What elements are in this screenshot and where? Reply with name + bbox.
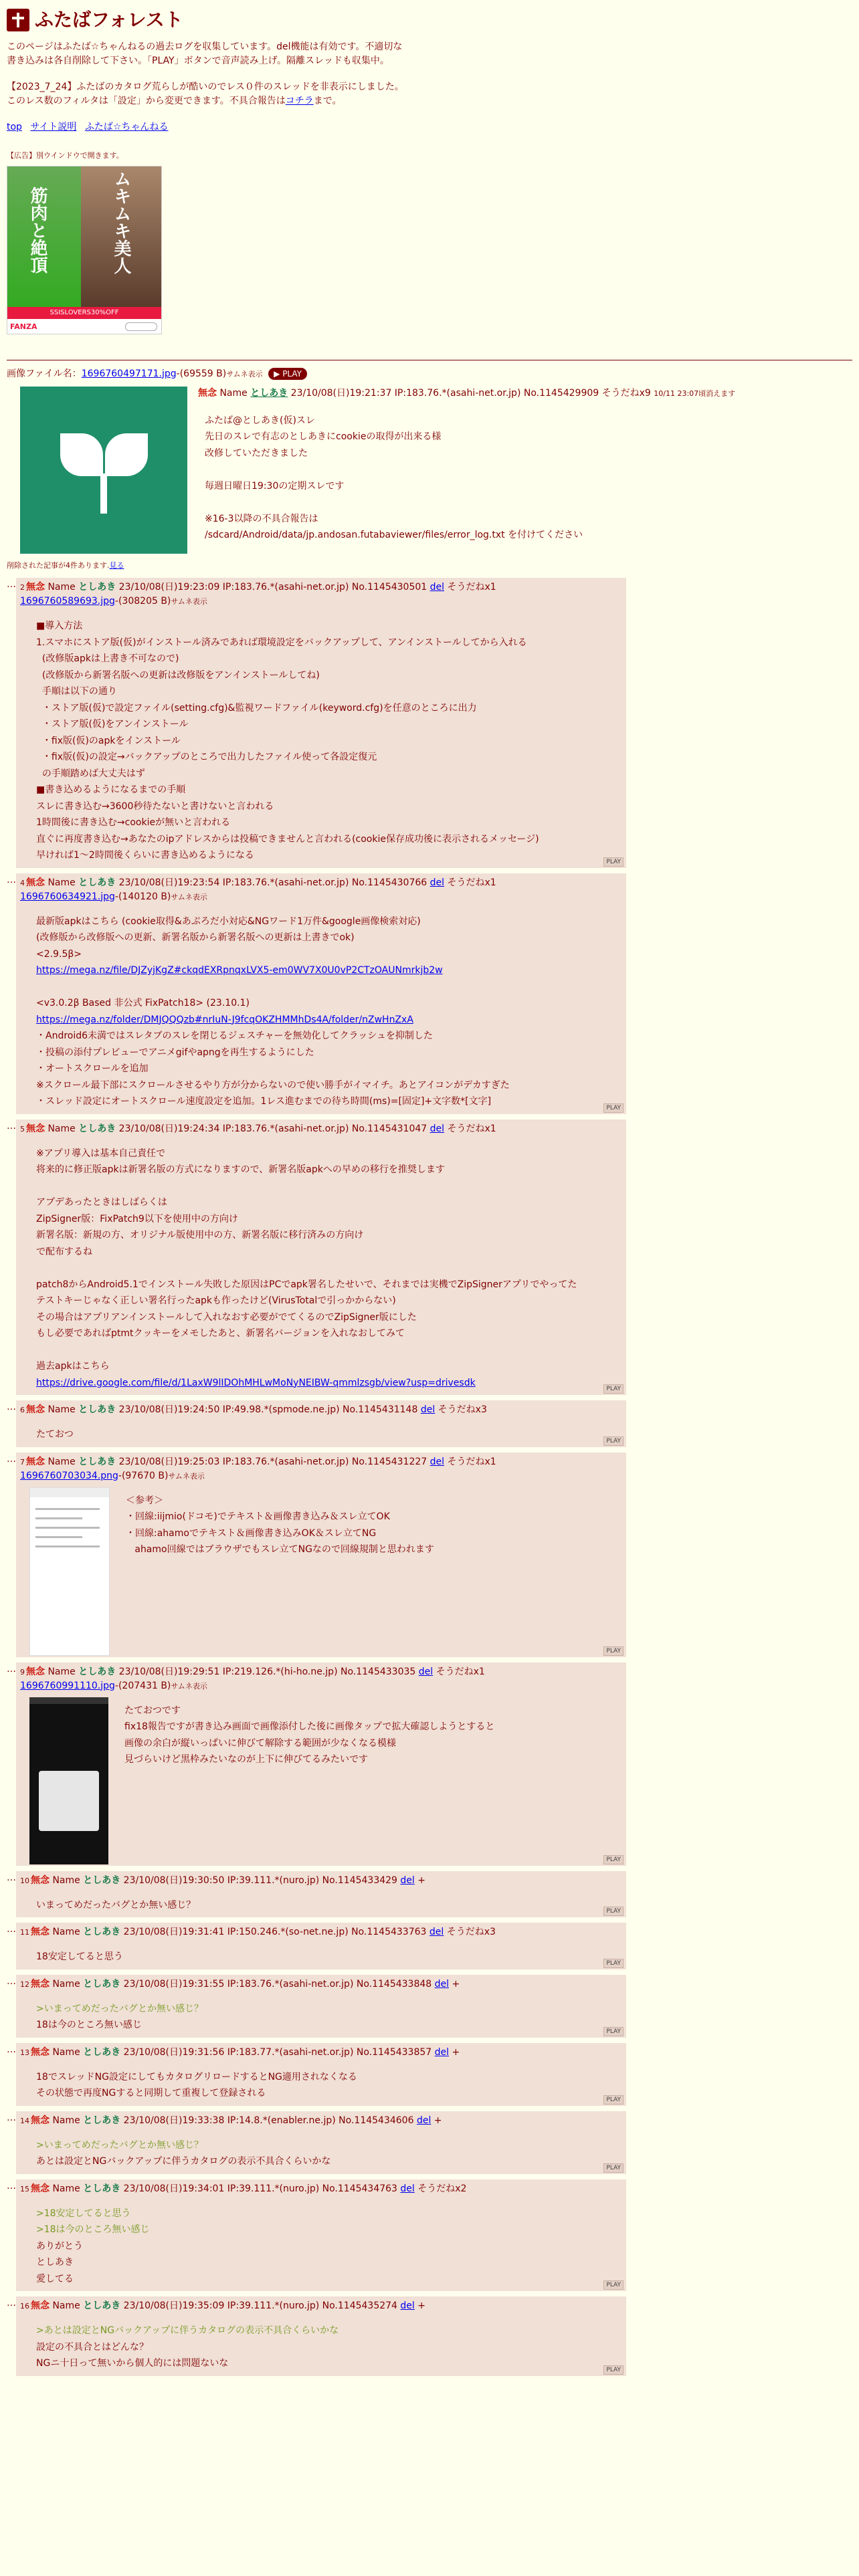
op-body: ふたば@としあき(仮)スレ 先日のスレで有志のとしあきにcookieの取得が出来る様 改修していただきました 毎週日曜日19:30の定期スレです ※16-3以降の不具合報告は /sdcard/Android/data/jp.andosan.futabaviewer/files/error_log.txt を付けてください [205, 415, 583, 540]
reply-cell [16, 2043, 626, 2106]
reply-body-line [36, 1012, 622, 1029]
reply-header [20, 1665, 622, 1679]
reply-quote: >18は今のところ無い感じ [36, 2224, 150, 2235]
reply-body-line [36, 2323, 622, 2339]
reply-marker: … [7, 2044, 16, 2055]
reply-body-line: 画像の余白が縦いっぱいに伸びて解除する範囲が少なくなる模様 [124, 1737, 396, 1749]
reply-cell [16, 1119, 626, 1396]
reply-body-line: テストキーじゃなく正しい署名行ったapkも作ったけど(VirusTotalで引っかからない) [36, 1295, 396, 1306]
reply-soudane[interactable]: そうだねx2 [417, 2183, 467, 2194]
reply-body-line: ・回線:ahamoでテキスト＆画像書き込みOK＆スレ立てNG [126, 1527, 377, 1539]
ad-brand: FANZA [10, 322, 37, 331]
reply-row [7, 1975, 852, 2038]
reply-cell [16, 1923, 626, 1969]
thread-thumbnail[interactable] [20, 387, 187, 554]
reply-quote: >18安定してると思う [36, 2208, 131, 2219]
reply-cell [16, 578, 626, 868]
reply-subject: 無念 [26, 1404, 45, 1415]
reply-soudane[interactable]: + [417, 2300, 425, 2311]
nav-futaba-link[interactable]: ふたば☆ちゃんねる [84, 122, 169, 132]
reply-url-link[interactable]: https://drive.google.com/file/d/1LaxW9lIDOhMHLwMoNyNEIBW-qmmlzsgb/view?usp=drivesdk [36, 1377, 476, 1388]
reply-file-link[interactable]: 1696760634921.jpg [20, 891, 115, 902]
reply-soudane[interactable]: + [417, 1874, 425, 1886]
reply-row [7, 1923, 852, 1969]
reply-body-line: 18は今のところ無い感じ [36, 2020, 142, 2030]
reply-del-link[interactable]: del [416, 2115, 432, 2126]
reply-cell [16, 1453, 626, 1657]
reply-url-link[interactable]: https://mega.nz/folder/DMJQQQzb#nrIuN-J9fcqOKZHMMhDs4A/folder/nZwHnZxA [36, 1014, 413, 1025]
reply-cell [16, 1975, 626, 2038]
reply-number: 4 [20, 878, 25, 887]
reply-body-line: ・ストア版(仮)をアンインストール [36, 719, 189, 730]
reply-name-label: Name [47, 1123, 76, 1134]
reply-header [20, 580, 622, 595]
reply-name-label: Name [47, 877, 76, 888]
reply-body-line: (改修版apkは上書き不可なので) [36, 653, 179, 664]
reply-body-line: 直ぐに再度書き込む→あなたのipアドレスからは投稿できませんと言われる(cookie保存成功後に表示されるメッセージ) [36, 833, 539, 845]
top-nav [7, 120, 852, 134]
reply-soudane[interactable]: そうだねx3 [438, 1404, 487, 1415]
reply-del-link[interactable]: del [430, 1123, 445, 1134]
reply-body-line: その場合はアプリアンインストールして入れなおす必要がでてくるのでZipSigner版にした [36, 1311, 417, 1323]
reply-body-line: あとは設定とNGバックアップに伴うカタログの表示不具合くらいかな [36, 2156, 331, 2167]
reply-file-size: -(97670 B) [118, 1470, 169, 1481]
reply-number: 11 [20, 1928, 29, 1937]
reply-header [20, 1455, 622, 1469]
reply-body [36, 1146, 622, 1392]
reply-row [7, 1453, 852, 1657]
reply-body-line: ■導入方法 [36, 621, 83, 631]
reply-body-line: ・fix版(仮)のapkをインストール [36, 735, 181, 746]
reply-name-label: Name [52, 2300, 80, 2311]
reply-header [20, 1403, 622, 1417]
reply-play-button[interactable]: PLAY [603, 2163, 624, 2173]
reply-body-line: ・ストア版(仮)で設定ファイル(setting.cfg)&監視ワードファイル(keyword.cfg)を任意のところに出力 [36, 702, 477, 714]
reply-row [7, 1662, 852, 1866]
reply-body-line: 手順は以下の通り [36, 686, 117, 697]
reply-file-line [20, 890, 622, 904]
reply-meta: 23/10/08(日)19:31:55 IP:183.76.*(asahi-net.or.jp) No.1145433848 [123, 1978, 432, 1990]
ad-text-left: 筋肉と絶頂 [27, 186, 47, 274]
reply-body-line: スレに書き込む→3600秒待たないと書けないと言われる [36, 800, 274, 812]
op-name[interactable]: としあき [250, 387, 288, 399]
ad-band: SSISLOVERS30%OFF [7, 307, 161, 319]
reply-body-line: ・fix版(仮)の設定→バックアップのところで出力したファイル使って各設定復元 [36, 752, 377, 762]
reply-body-line: ※アプリ導入は基本自己責任で [36, 1148, 166, 1159]
reply-list [7, 578, 852, 2376]
reply-meta: 23/10/08(日)19:25:03 IP:183.76.*(asahi-net.or.jp) No.1145431227 [118, 1456, 427, 1467]
reply-meta: 23/10/08(日)19:34:01 IP:39.111.*(nuro.jp) No.1145434763 [123, 2183, 397, 2194]
reply-header [20, 1122, 622, 1136]
reply-meta: 23/10/08(日)19:31:56 IP:183.77.*(asahi-net.or.jp) No.1145433857 [123, 2046, 432, 2058]
reply-body-line: ＜参考＞ [126, 1495, 163, 1506]
reply-subject: 無念 [31, 2046, 50, 2058]
reply-play-button[interactable]: PLAY [603, 1907, 624, 1916]
reply-name-label: Name [52, 1978, 80, 1990]
reply-subject: 無念 [31, 1927, 50, 1937]
reply-subject: 無念 [31, 1874, 50, 1886]
reply-cell [16, 1400, 626, 1447]
reply-header [20, 2114, 622, 2128]
reply-body-line: ※スクロール最下部にスクロールさせるやり方が分からないので使い勝手がイマイチ。あとアイコンがデカすぎた [36, 1079, 510, 1091]
reply-meta: 23/10/08(日)19:23:09 IP:183.76.*(asahi-net.or.jp) No.1145430501 [118, 582, 427, 593]
reply-number: 10 [20, 1876, 29, 1885]
reply-marker: … [7, 2298, 16, 2309]
reply-file-size: -(308205 B) [114, 596, 171, 607]
reply-body-line: 最新版apkはこちら (cookie取得&あぷろだ小対応&NGワード1万件&google画像検索対応) [36, 916, 421, 927]
reply-play-button[interactable]: PLAY [603, 1855, 624, 1864]
reply-body-line: 愛してる [36, 2273, 74, 2284]
reply-body-line: ありがとう [36, 2240, 83, 2252]
reply-name-label: Name [47, 1404, 76, 1415]
reply-marker: … [7, 579, 16, 590]
reply-cell [16, 2179, 626, 2292]
reply-del-link[interactable]: del [430, 877, 445, 888]
reply-name-label: Name [47, 1666, 76, 1677]
intro-paragraph-2: 【2023_7_24】ふたばのカタログ荒らしが酷いのでレス０件のスレッドを非表示にしました。このレス数のフィルタは「設定」から変更できます。不具合報告はコチラまで。 [7, 82, 404, 106]
reply-body-line [36, 2137, 622, 2154]
reply-name-label: Name [52, 1927, 80, 1937]
reply-play-button[interactable]: PLAY [603, 857, 624, 867]
reply-soudane[interactable]: + [452, 2046, 460, 2058]
reply-marker: … [7, 2112, 16, 2123]
reply-body [124, 1703, 494, 1862]
reply-header [20, 2046, 622, 2060]
reply-soudane[interactable]: そうだねx1 [447, 582, 496, 593]
thread-image-link[interactable]: 1696760497171.jpg [81, 368, 177, 379]
reply-del-link[interactable]: del [429, 1927, 444, 1937]
reply-body-line [36, 1375, 622, 1392]
reply-body-line: ・投稿の添付プレビューでアニメgifやapngを再生するようにした [36, 1047, 314, 1058]
reply-subject: 無念 [26, 1123, 45, 1134]
reply-row [7, 2111, 852, 2174]
thread-play-button[interactable]: ▶ PLAY [268, 368, 307, 380]
reply-meta: 23/10/08(日)19:33:38 IP:14.8.*(enabler.ne.jp) No.1145434606 [123, 2115, 414, 2126]
reply-del-link[interactable]: del [420, 1404, 436, 1415]
reply-number: 6 [20, 1406, 25, 1414]
reply-quote: >いまってめだったバグとか無い感じ？ [36, 2003, 204, 2014]
reply-body [126, 1493, 434, 1653]
reply-row [7, 2043, 852, 2106]
reply-number: 14 [20, 2116, 29, 2125]
reply-file-line [20, 595, 622, 609]
reply-body-line: 1時間後に書き込む→cookieが無いと言われる [36, 817, 231, 828]
reply-body-line [36, 2222, 622, 2238]
reply-body-line: いまってめだったバグとか無い感じ？ [36, 1899, 196, 1911]
reply-body-line [36, 962, 622, 979]
nav-top-link[interactable]: top [7, 122, 22, 132]
reply-body-line: としあき [36, 2257, 74, 2268]
reply-body-line: ・オートスクロールを追加 [36, 1063, 149, 1074]
reply-number: 7 [20, 1457, 25, 1467]
reply-body-line: (改修版から改修版への更新、新署名版から新署名版への更新は上書きでok) [36, 932, 355, 943]
reply-body [36, 2323, 622, 2372]
reply-name-label: Name [47, 1456, 76, 1467]
reply-number: 9 [20, 1667, 25, 1677]
reply-body-line: patch8からAndroid5.1でインストール失敗した原因はPCでapk署名したせいで、それまでは実機でZipSignerアプリでやってた [36, 1279, 577, 1290]
reply-marker: … [7, 1120, 16, 1132]
reply-play-button[interactable]: PLAY [603, 2027, 624, 2036]
site-logo-icon [7, 9, 29, 31]
reply-header [20, 1925, 622, 1939]
reply-subject: 無念 [26, 1666, 45, 1677]
reply-subject: 無念 [26, 582, 45, 593]
reply-meta: 23/10/08(日)19:35:09 IP:39.111.*(nuro.jp) No.1145435274 [123, 2300, 397, 2311]
reply-body [36, 2206, 622, 2288]
reply-marker: … [7, 2180, 16, 2191]
reply-marker: … [7, 1872, 16, 1883]
reply-body [36, 1949, 622, 1965]
reply-file-line [20, 1469, 622, 1483]
op-header: 無念 Name としあき 23/10/08(日)19:21:37 IP:183.76.*(asahi-net.or.jp) No.1145429909 そうだねx9 10/11 23:07頃消えます [198, 387, 736, 399]
show-deleted-link[interactable]: 見る [109, 560, 124, 570]
reply-cell [16, 1871, 626, 1918]
reply-name-label: Name [47, 582, 76, 593]
ad-pager-icon[interactable] [125, 322, 157, 331]
reply-name: としあき [83, 2046, 121, 2058]
reply-body-line: (改修版から新署名版への更新は改修版をアンインストールしてね) [36, 669, 320, 681]
reply-cell [16, 1662, 626, 1866]
reply-name: としあき [78, 1123, 116, 1134]
reply-body-line: 18安定してると思う [36, 1951, 123, 1962]
reply-soudane[interactable]: そうだねx1 [436, 1666, 485, 1677]
reply-number: 13 [20, 2048, 29, 2057]
reply-del-link[interactable]: del [430, 582, 445, 593]
site-header [7, 5, 852, 35]
reply-play-button[interactable]: PLAY [603, 2095, 624, 2105]
reply-name: としあき [83, 2183, 121, 2194]
reply-body-line: 過去apkはこちら [36, 1361, 110, 1372]
reply-name: としあき [78, 1456, 116, 1467]
reply-play-button[interactable]: PLAY [603, 1646, 624, 1656]
reply-header [20, 1874, 622, 1888]
reply-name: としあき [78, 877, 116, 888]
reply-subject: 無念 [26, 1456, 45, 1467]
reply-body-line [36, 1178, 622, 1195]
reply-body [36, 2069, 622, 2102]
reply-play-button[interactable]: PLAY [603, 2365, 624, 2375]
reply-marker: … [7, 1975, 16, 1987]
reply-soudane[interactable]: そうだねx1 [447, 877, 496, 888]
reply-body-line: fix18報告ですが書き込み画面で画像添付した後に画像タップで拡大確認しようとすると [124, 1721, 495, 1732]
reply-number: 15 [20, 2184, 29, 2193]
op-soudane[interactable]: そうだねx9 [601, 387, 651, 399]
reply-meta: 23/10/08(日)19:24:50 IP:49.98.*(spmode.ne.jp) No.1145431148 [118, 1404, 418, 1415]
reply-body-line: たておつ [36, 1429, 74, 1440]
reply-meta: 23/10/08(日)19:29:51 IP:219.126.*(hi-ho.ne.jp) No.1145433035 [118, 1666, 416, 1677]
reply-body-line: 設定の不具合とはどんな？ [36, 2341, 149, 2353]
reply-body [36, 1426, 622, 1443]
site-title: ふたばフォレスト [35, 9, 183, 31]
reply-number: 5 [20, 1124, 25, 1134]
reply-number: 12 [20, 1979, 29, 1989]
reply-file-link[interactable]: 1696760589693.jpg [20, 596, 115, 607]
reply-file-link[interactable]: 1696760991110.jpg [20, 1680, 115, 1691]
reply-body-line: ・Android6未満ではスレタブのスレを閉じるジェスチャーを無効化してクラッシュを抑制した [36, 1031, 433, 1041]
reply-header [20, 2299, 622, 2313]
reply-del-link[interactable]: del [434, 1978, 450, 1990]
reply-header [20, 2182, 622, 2196]
reply-url-link[interactable]: https://mega.nz/file/DJZyjKgZ#ckqdEXRpnqxLVX5-em0WV7X0U0vP2CTzOAUNmrkjb2w [36, 965, 443, 976]
ad-text-right: ムキムキ美人 [111, 169, 131, 274]
reply-row [7, 1119, 852, 1396]
reply-subject: 無念 [31, 2115, 50, 2126]
reply-body-line: その状態で再度NGすると同期して重複して登録される [36, 2088, 266, 2099]
reply-header [20, 1977, 622, 1992]
reply-body-line: ahamo回線ではブラウザでもスレ立てNGなので回線規制と思われます [126, 1544, 434, 1555]
reply-subject: 無念 [31, 1978, 50, 1990]
reply-soudane[interactable]: + [452, 1978, 460, 1990]
reply-soudane[interactable]: + [434, 2115, 442, 2126]
reply-meta: 23/10/08(日)19:24:34 IP:183.76.*(asahi-net.or.jp) No.1145431047 [118, 1123, 427, 1134]
reply-body-line: 新署名版：新規の方、オリジナル版使用中の方、新署名版に移行済みの方向け [36, 1230, 364, 1241]
reply-marker: … [7, 874, 16, 885]
reply-body-line: たておつです [124, 1705, 181, 1716]
reply-body-line: で配布するね [36, 1246, 92, 1257]
reply-play-button[interactable]: PLAY [603, 1384, 624, 1394]
reply-meta: 23/10/08(日)19:23:54 IP:183.76.*(asahi-net.or.jp) No.1145430766 [118, 877, 427, 888]
site-intro [7, 40, 408, 108]
reply-play-button[interactable]: PLAY [603, 2280, 624, 2290]
reply-body [36, 1897, 622, 1914]
reply-marker: … [7, 1663, 16, 1675]
reply-quote: >あとは設定とNGバックアップに伴うカタログの表示不具合くらいかな [36, 2325, 339, 2336]
reply-del-link[interactable]: del [434, 2046, 450, 2058]
reply-body-line: <2.9.5β> [36, 948, 82, 960]
reply-thumb-label: サムネ表示 [168, 1471, 205, 1481]
reply-name-label: Name [52, 2046, 80, 2058]
reply-name: としあき [83, 1978, 121, 1990]
reply-body-line [36, 1260, 622, 1277]
reply-body-line: 1.スマホにストア版(仮)がインストール済みであれば環境設定をバックアップして、アンインストールしてから入れる [36, 637, 527, 648]
reply-del-link[interactable]: del [400, 2183, 415, 2194]
reply-body-line [36, 2001, 622, 2018]
reply-header [20, 876, 622, 890]
reply-thumb-label: サムネ表示 [171, 892, 207, 901]
reply-row [7, 2179, 852, 2292]
reply-meta: 23/10/08(日)19:31:41 IP:150.246.*(so-net.ne.jp) No.1145433763 [123, 1927, 427, 1937]
reply-number: 2 [20, 583, 25, 592]
reply-play-button[interactable]: PLAY [603, 1436, 624, 1446]
reply-row [7, 1871, 852, 1918]
reply-quote: >いまってめだったバグとか無い感じ？ [36, 2139, 204, 2151]
reply-thumb-label: サムネ表示 [171, 597, 207, 606]
reply-body-line: 将来的に修正版apkは新署名版の方式になりますので、新署名版apkへの早めの移行を推奨します [36, 1164, 445, 1175]
reply-subject: 無念 [26, 877, 45, 888]
reply-del-link[interactable]: del [430, 1456, 445, 1467]
reply-row [7, 873, 852, 1114]
reply-body-line: ・スレッド設定にオートスクロール速度設定を追加。1レス進むまでの待ち時間(ms)=[固定]+文字数*[文字] [36, 1096, 492, 1107]
reply-body-line: 早ければ1〜2時間後くらいに書き込めるようになる [36, 850, 254, 861]
reply-thumbnail[interactable] [29, 1487, 110, 1656]
reply-play-button[interactable]: PLAY [603, 1103, 624, 1113]
reply-body-line: NGニ十日って無いから個人的には問題ないな [36, 2358, 229, 2369]
reply-file-size: -(140120 B) [114, 891, 171, 902]
reply-marker: … [7, 1402, 16, 1412]
reply-body-line: 18でスレッドNG設定にしてもカタログリロードするとNG適用されなくなる [36, 2071, 357, 2082]
reply-body-line [36, 1342, 622, 1359]
reply-soudane[interactable]: そうだねx3 [446, 1927, 496, 1937]
reply-del-link[interactable]: del [400, 1874, 415, 1886]
reply-name: としあき [83, 1927, 121, 1937]
reply-name-label: Name [52, 2183, 80, 2194]
reply-body-line: もし必要であればptmtクッキーをメモしたあと、新署名バージョンを入れなおしてみて [36, 1328, 405, 1339]
reply-body-line: の手順踏めば大丈夫はず [36, 768, 145, 779]
reply-marker: … [7, 1924, 16, 1935]
reply-name: としあき [78, 582, 116, 593]
reply-file-size: -(207431 B) [114, 1680, 171, 1691]
reply-subject: 無念 [31, 2183, 50, 2194]
reply-body-line: ZipSigner版：FixPatch9以下を使用中の方向け [36, 1213, 238, 1224]
reply-body [36, 618, 622, 864]
reply-cell [16, 873, 626, 1114]
thread-file-line: 画像ファイル名：1696760497171.jpg-(69559 B)サムネ表示 ▶ PLAY [7, 367, 852, 381]
reply-soudane[interactable]: そうだねx1 [447, 1456, 496, 1467]
reply-name: としあき [83, 2115, 121, 2126]
reply-number: 16 [20, 2302, 29, 2311]
reply-thumbnail[interactable] [29, 1697, 108, 1864]
reply-body [36, 2137, 622, 2170]
reply-body-line: アプデあったときはしばらくは [36, 1197, 167, 1208]
reply-name-label: Name [52, 1874, 80, 1886]
reply-name: としあき [78, 1404, 116, 1415]
intro-paragraph-1: このページはふたば☆ちゃんねるの過去ログを収集しています。del機能は有効です。不適切な書き込みは各自削除して下さい。「PLAY」ボタンで音声読み上げ。隔離スレッドも収集中。 [7, 41, 403, 66]
reply-name: としあき [78, 1666, 116, 1677]
reply-body-line: ■書き込めるようになるまでの手順 [36, 784, 186, 795]
reply-file-line [20, 1679, 622, 1693]
reply-name-label: Name [52, 2115, 80, 2126]
reply-body-line: <v3.0.2β Based 非公式 FixPatch18> (23.10.1) [36, 998, 250, 1008]
reply-body-line: ・回線:iijmio(ドコモ)でテキスト＆画像書き込み＆スレ立てOK [126, 1511, 390, 1522]
reply-row [7, 578, 852, 868]
deleted-note: 削除された記事が4件あります.見る [7, 560, 124, 570]
reply-marker: … [7, 1453, 16, 1465]
reply-body [36, 2001, 622, 2034]
op-expire: 10/11 23:07頃消えます [654, 389, 736, 398]
reply-meta: 23/10/08(日)19:30:50 IP:39.111.*(nuro.jp) No.1145433429 [123, 1874, 397, 1886]
reply-thumb-label: サムネ表示 [171, 1681, 207, 1691]
reply-body-line: 見づらいけど黒枠みたいなのが上下に伸びてるみたいです [124, 1754, 368, 1765]
reply-body-line [36, 979, 622, 996]
reply-del-link[interactable]: del [400, 2300, 415, 2311]
reply-soudane[interactable]: そうだねx1 [447, 1123, 496, 1134]
reply-name: としあき [83, 1874, 121, 1886]
reply-body-line [36, 2206, 622, 2222]
reply-row [7, 2296, 852, 2376]
nav-about-link[interactable]: サイト説明 [30, 122, 77, 132]
reply-name: としあき [83, 2300, 121, 2311]
reply-cell [16, 2111, 626, 2174]
reply-body [36, 914, 622, 1110]
reply-del-link[interactable]: del [418, 1666, 434, 1677]
reply-play-button[interactable]: PLAY [603, 1959, 624, 1968]
reply-cell [16, 2296, 626, 2376]
ad-note: 【広告】別ウインドウで開きます。 [7, 151, 124, 160]
reply-file-link[interactable]: 1696760703034.png [20, 1470, 118, 1481]
bug-report-link[interactable]: コチラ [285, 96, 314, 106]
thread-op [7, 387, 852, 554]
ad-banner[interactable] [7, 166, 162, 334]
reply-row [7, 1400, 852, 1447]
reply-subject: 無念 [31, 2300, 50, 2311]
